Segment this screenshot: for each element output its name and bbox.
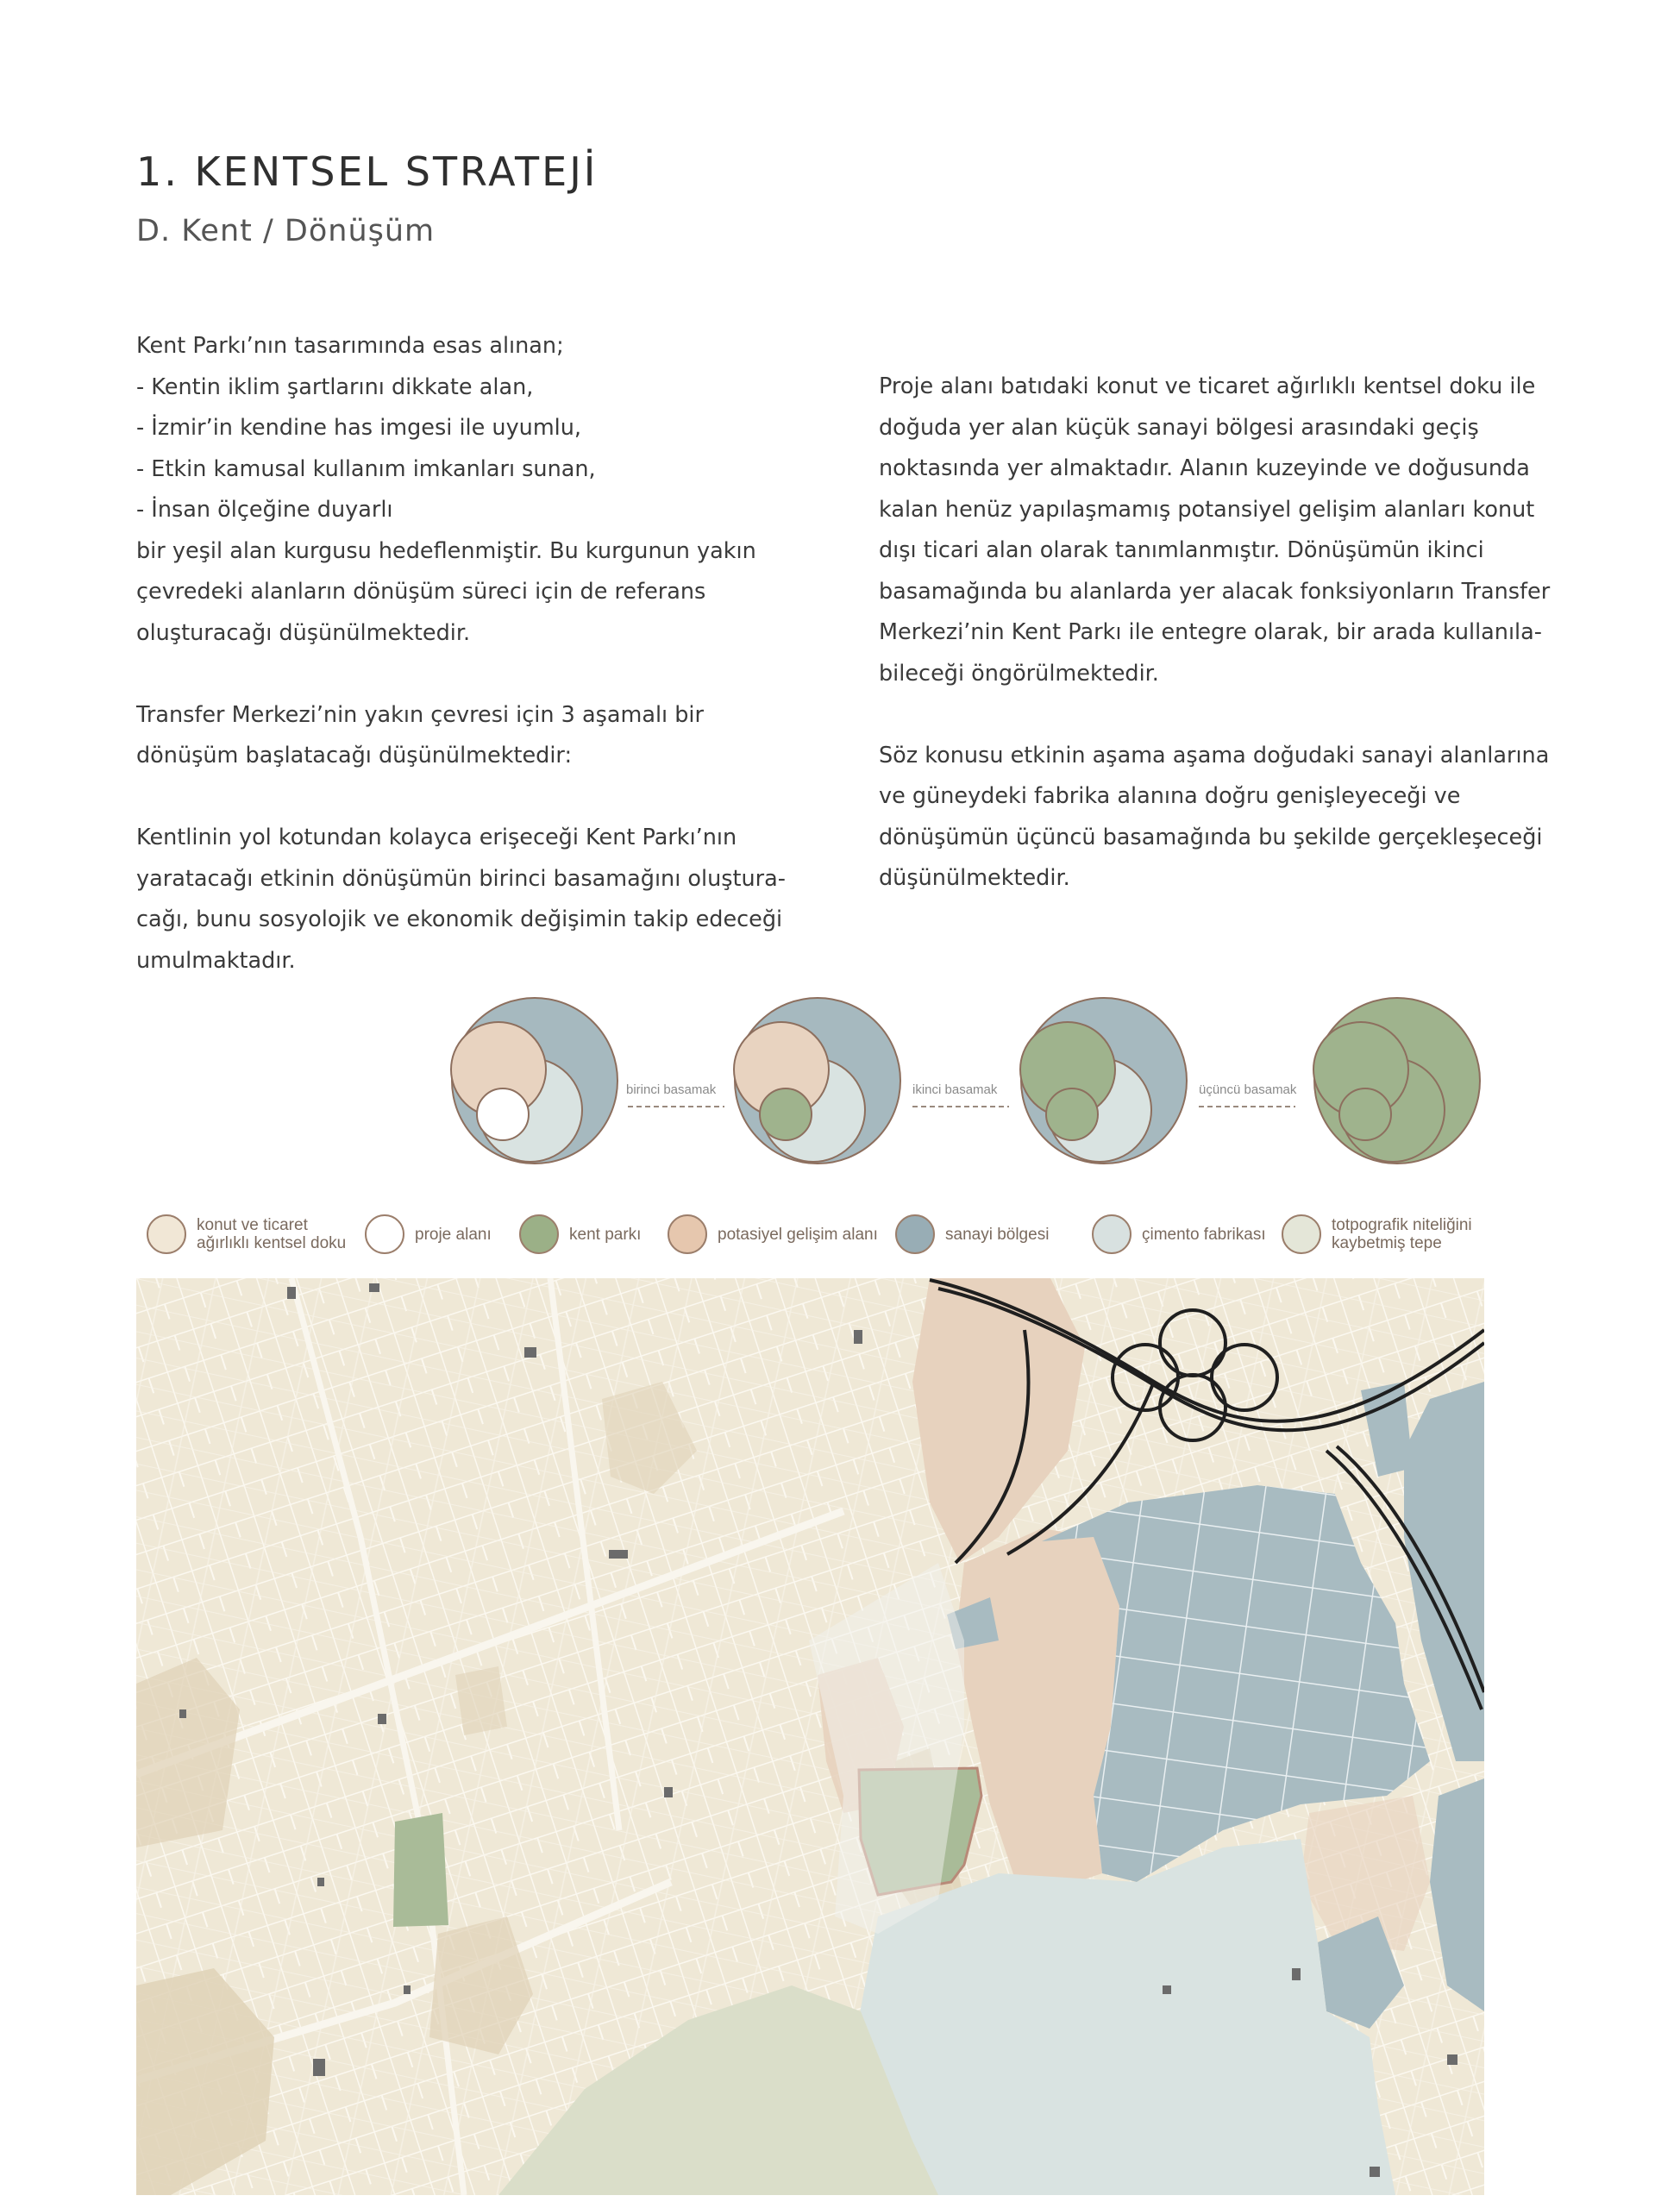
- legend-label-project-area: proje alanı: [415, 1225, 492, 1244]
- text-line: Merkezi’nin Kent Parkı ile entegre olarak, bir arada kullanıla-: [879, 619, 1542, 645]
- stage-diagram-initial: [451, 998, 617, 1164]
- page-title: 1. KENTSEL STRATEJİ: [136, 148, 599, 195]
- legend-label-urban: [197, 1216, 346, 1252]
- legend-item-hill: [1282, 1214, 1472, 1254]
- legend-label-line: konut ve ticaret: [197, 1216, 308, 1234]
- step-label-third: üçüncü basamak: [1199, 1082, 1297, 1097]
- legend-swatch-potential-area: [668, 1214, 707, 1254]
- legend-swatch-hill: [1282, 1214, 1321, 1254]
- paragraph-gap: [136, 777, 792, 819]
- page-subtitle: D. Kent / Dönüşüm: [136, 214, 436, 248]
- text-line: umulmaktadır.: [136, 947, 296, 974]
- text-line: oluşturacağı düşünülmektedir.: [136, 619, 471, 646]
- legend-swatch-cement-factory: [1092, 1214, 1131, 1254]
- step-label-first: birinci basamak: [626, 1082, 717, 1097]
- bullet-line: - Kentin iklim şartlarını dikkate alan,: [136, 373, 534, 400]
- right-text-column: [879, 367, 1560, 900]
- text-line: bileceği öngörülmektedir.: [879, 660, 1159, 687]
- legend-item-industry: [895, 1214, 1049, 1254]
- legend-label-line: kaybetmiş tepe: [1332, 1234, 1442, 1252]
- bullet-line: - İzmir’in kendine has imgesi ile uyumlu,: [136, 415, 582, 441]
- text-line: Söz konusu etkinin aşama aşama doğudaki sanayi alanlarına: [879, 742, 1550, 768]
- text-line: dışı ticari alan olarak tanımlanmıştır. Dönüşümün ikinci: [879, 537, 1484, 563]
- bullet-line: - Etkin kamusal kullanım imkanları sunan,: [136, 455, 596, 482]
- text-line: dönüşüm başlatacağı düşünülmektedir:: [136, 743, 573, 768]
- paragraph-gap: [879, 694, 1560, 736]
- text-line: kalan henüz yapılaşmamış potansiyel gelişim alanları konut: [879, 496, 1535, 523]
- legend-swatch-city-park: [519, 1214, 559, 1254]
- left-text-column: [136, 326, 792, 982]
- text-line: düşünülmektedir.: [879, 865, 1070, 891]
- paragraph-gap: [136, 654, 792, 695]
- text-line: cağı, bunu sosyolojik ve ekonomik değişimin takip edeceği: [136, 906, 783, 932]
- stage-diagram-second: [1020, 998, 1187, 1164]
- legend-label-hill: [1332, 1216, 1472, 1252]
- beige-hill-patch: [455, 1666, 507, 1735]
- legend-label-potential-area: potasiyel gelişim alanı: [718, 1225, 878, 1244]
- legend-swatch-urban: [147, 1214, 186, 1254]
- step-arrow-third: [1199, 1082, 1297, 1107]
- text-line: noktasında yer almaktadır. Alanın kuzeyinde ve doğusunda: [879, 455, 1530, 481]
- stage-diagram-third: [1313, 998, 1480, 1164]
- legend-swatch-industry: [895, 1214, 935, 1254]
- text-line: Kentlinin yol kotundan kolayca erişeceği Kent Parkı’nın: [136, 825, 737, 850]
- step-arrow-second: [912, 1082, 1009, 1107]
- step-label-second: ikinci basamak: [912, 1082, 998, 1097]
- legend-item-project-area: [365, 1214, 492, 1254]
- legend-label-line: ağırlıklı kentsel doku: [197, 1234, 347, 1252]
- site-map: [136, 1278, 1484, 2195]
- text-line: Proje alanı batıdaki konut ve ticaret ağırlıklı kentsel doku ile: [879, 373, 1536, 399]
- legend-item-city-park: [519, 1214, 641, 1254]
- legend-label-cement-factory: çimento fabrikası: [1142, 1225, 1266, 1244]
- legend-item-cement-factory: [1092, 1214, 1266, 1254]
- text-line: basamağında bu alanlarda yer alacak fonksiyonların Transfer: [879, 578, 1551, 605]
- legend-item-potential-area: [668, 1214, 878, 1254]
- legend-label-industry: sanayi bölgesi: [945, 1225, 1050, 1244]
- text-line: bir yeşil alan kurgusu hedeflenmiştir. Bu kurgunun yakın: [136, 537, 756, 564]
- legend-item-urban: [147, 1214, 346, 1254]
- bullet-line: - İnsan ölçeğine duyarlı: [136, 497, 393, 523]
- text-line: yaratacağı etkinin dönüşümün birinci basamağını oluştura-: [136, 865, 786, 892]
- legend-label-city-park: kent parkı: [569, 1225, 642, 1244]
- text-line: ve güneydeki fabrika alanına doğru genişleyeceği ve: [879, 783, 1461, 809]
- legend-label-line: totpografik niteliğini: [1332, 1216, 1472, 1234]
- legend-swatch-project-area: [365, 1214, 404, 1254]
- small-park-area: [393, 1813, 448, 1927]
- step-arrow-first: [626, 1082, 724, 1107]
- text-line: doğuda yer alan küçük sanayi bölgesi arasındaki geçiş: [879, 414, 1479, 441]
- text-line: Transfer Merkezi’nin yakın çevresi için 3 aşamalı bir: [136, 701, 704, 728]
- text-line: dönüşümün üçüncü basamağında bu şekilde gerçekleşeceği: [879, 824, 1543, 850]
- text-line: çevredeki alanların dönüşüm süreci için de referans: [136, 579, 706, 605]
- text-line: Kent Parkı’nın tasarımında esas alınan;: [136, 333, 564, 359]
- stage-diagram-first: [734, 998, 900, 1164]
